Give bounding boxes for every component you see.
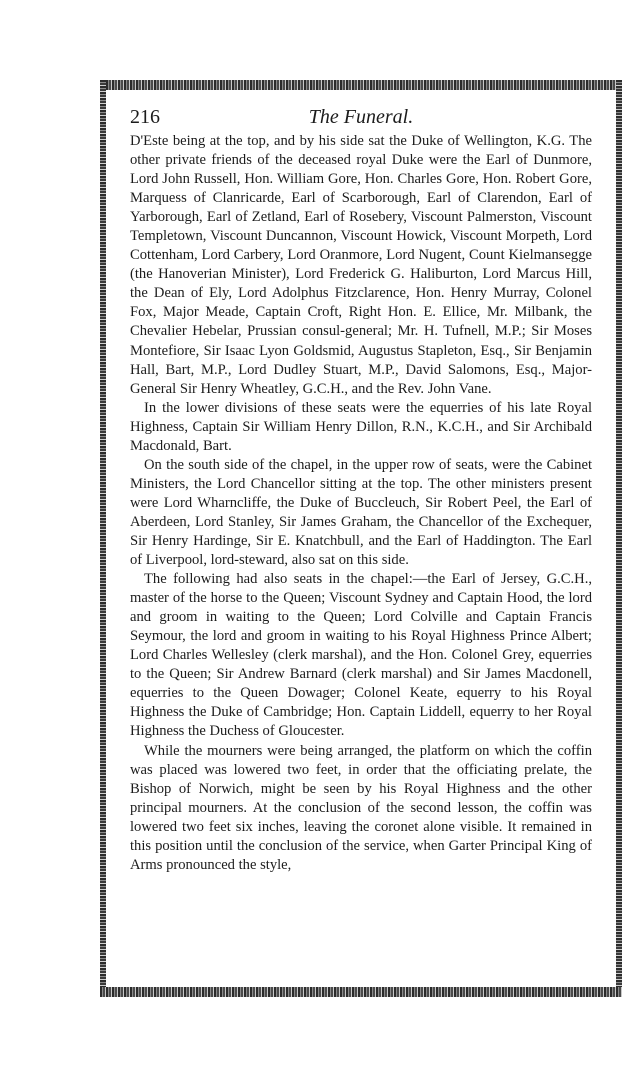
paragraph: The following had also seats in the chapel:—the Earl of Jersey, G.C.H., master of the horse to the Queen; Viscount Sydney and Captain Hood, the lord and groom in waiting to the Queen; Lord Colville and Captain Francis Seymour, the lord and groom in waiting to his Royal Highness Prince Albert; Lord Charles Wellesley (clerk marshal), and the Hon. Colonel Grey, equerries to the Queen; Sir Andrew Barnard (clerk marshal) and Sir James Macdonell, equerries to the Queen Dowager; Colonel Keate, equerry to his Royal Highness the Duke of Cambridge; Hon. Captain Liddell, equerry to her Royal Highness the Duchess of Gloucester.: [130, 571, 592, 740]
paragraph-continued: D'Este being at the top, and by his side sat the Duke of Wellington, K.G. The other private friends of the deceased royal Duke were the Earl of Dunmore, Lord John Russell, Hon. William Gore, Hon. Charles Gore, Hon. Robert Gore, Marquess of Clanricarde, Earl of Scarborough, Earl of Clarendon, Earl of Yarborough, Earl of Zetland, Earl of Rosebery, Viscount Palmerston, Viscount Templetown, Viscount Duncannon, Viscount Howick, Viscount Morpeth, Lord Cottenham, Lord Carbery, Lord Oranmore, Lord Nugent, Count Kielmansegge (the Hanoverian Minister), Lord Frederick G. Haliburton, Lord Marcus Hill, the Dean of Ely, Lord Adolphus Fitzclarence, Hon. Henry Murray, Colonel Fox, Major Meade, Captain Croft, Right Hon. E. Ellice, Mr. Milbank, the Chevalier Hebelar, Prussian consul-general; Mr. H. Tufnell, M.P.; Sir Moses Montefiore, Sir Isaac Lyon Goldsmid, Augustus Stapleton, Esq., Sir Benjamin Hall, Bart, M.P., Lord Dudley Stuart, M.P., David Salomons, Esq., Major-General Sir Henry Wheatley, G.C.H., and the Rev. John Vane.: [130, 133, 592, 397]
paragraph: In the lower divisions of these seats were the equerries of his late Royal Highness, Captain Sir William Henry Dillon, R.N., K.C.H., and Sir Archibald Macdonald, Bart.: [130, 399, 592, 454]
page-border: [100, 80, 622, 997]
bottom-decorative-rule: [100, 987, 622, 997]
body-text: [130, 132, 592, 875]
running-head: [130, 102, 592, 132]
page-number: 216: [130, 106, 160, 128]
page-content: [130, 102, 592, 875]
paragraph: On the south side of the chapel, in the upper row of seats, were the Cabinet Ministers, the Lord Chancellor sitting at the top. The other ministers present were Lord Wharncliffe, the Duke of Buccleuch, Sir Robert Peel, the Earl of Aberdeen, Lord Stanley, Sir James Graham, the Chancellor of the Exchequer, Sir Henry Hardinge, Sir E. Knatchbull, and the Earl of Haddington. The Earl of Liverpool, lord-steward, also sat on this side.: [130, 456, 592, 569]
running-title: The Funeral.: [308, 106, 414, 128]
paragraph: While the mourners were being arranged, the platform on which the coffin was placed was lowered two feet, in order that the officiating prelate, the Bishop of Norwich, might be seen by his Royal Highness and the other principal mourners. At the conclusion of the second lesson, the coffin was lowered two feet six inches, leaving the coronet alone visible. It remained in this position until the conclusion of the service, when Garter Principal King of Arms pronounced the style,: [130, 742, 592, 873]
top-decorative-rule: [100, 80, 622, 90]
right-decorative-rule: [616, 80, 622, 997]
left-decorative-rule: [100, 80, 106, 997]
